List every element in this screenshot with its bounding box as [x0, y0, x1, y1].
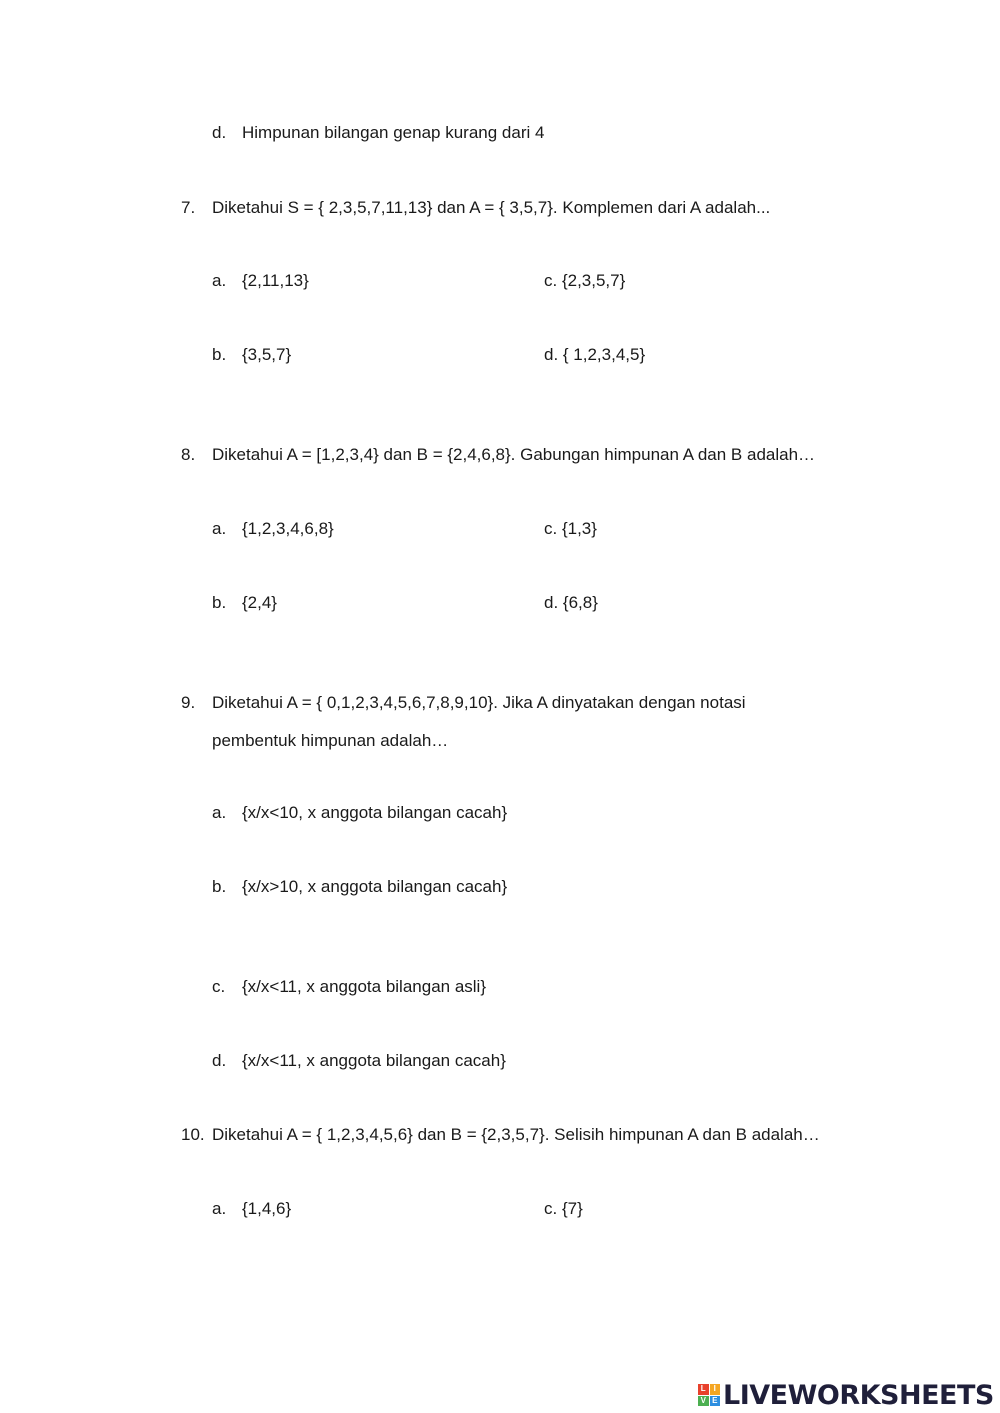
q6-option-d-letter: d. — [212, 123, 227, 142]
logo-icon-square: I — [710, 1384, 721, 1395]
q7-option-a-text[interactable]: {2,11,13} — [242, 271, 309, 290]
q9-option-d-letter[interactable]: d. — [212, 1051, 227, 1070]
q8-option-b-letter[interactable]: b. — [212, 593, 227, 612]
q9-question-text-line1: Diketahui A = { 0,1,2,3,4,5,6,7,8,9,10}. Jika A dinyatakan dengan notasi — [212, 693, 746, 712]
q9-question-text-line2: pembentuk himpunan adalah… — [212, 731, 449, 750]
q8-option-a-text[interactable]: {1,2,3,4,6,8} — [242, 519, 334, 538]
logo-icon-square: V — [698, 1396, 709, 1407]
q8-option-d[interactable]: d. {6,8} — [544, 593, 598, 612]
q9-option-a-letter[interactable]: a. — [212, 803, 227, 822]
q7-option-b-letter[interactable]: b. — [212, 345, 227, 364]
q9-option-c-letter[interactable]: c. — [212, 977, 226, 996]
q9-option-d-text[interactable]: {x/x<11, x anggota bilangan cacah} — [242, 1051, 506, 1070]
q7-option-c[interactable]: c. {2,3,5,7} — [544, 271, 626, 290]
q10-number: 10. — [181, 1125, 205, 1144]
q8-number: 8. — [181, 445, 196, 464]
q7-question-text: Diketahui S = { 2,3,5,7,11,13} dan A = { 3,5,7}. Komplemen dari A adalah... — [212, 198, 771, 217]
q7-option-b-text[interactable]: {3,5,7} — [242, 345, 292, 364]
q8-option-a-letter[interactable]: a. — [212, 519, 227, 538]
q7-option-d[interactable]: d. { 1,2,3,4,5} — [544, 345, 646, 364]
q7-number: 7. — [181, 198, 196, 217]
q10-option-c[interactable]: c. {7} — [544, 1199, 583, 1218]
logo-icon-square: L — [698, 1384, 709, 1395]
q8-option-c[interactable]: c. {1,3} — [544, 519, 597, 538]
q9-option-b-text[interactable]: {x/x>10, x anggota bilangan cacah} — [242, 877, 508, 896]
q9-option-b-letter[interactable]: b. — [212, 877, 227, 896]
q10-option-a-text[interactable]: {1,4,6} — [242, 1199, 292, 1218]
q10-question-text: Diketahui A = { 1,2,3,4,5,6} dan B = {2,3,5,7}. Selisih himpunan A dan B adalah… — [212, 1125, 820, 1144]
q7-option-a-letter[interactable]: a. — [212, 271, 227, 290]
q9-number: 9. — [181, 693, 196, 712]
q8-question-text: Diketahui A = [1,2,3,4} dan B = {2,4,6,8}. Gabungan himpunan A dan B adalah… — [212, 445, 816, 464]
q10-option-a-letter[interactable]: a. — [212, 1199, 227, 1218]
liveworksheets-logo-text: LIVEWORKSHEETS — [723, 1379, 994, 1411]
q6-option-d-text: Himpunan bilangan genap kurang dari 4 — [242, 123, 545, 142]
q9-option-a-text[interactable]: {x/x<10, x anggota bilangan cacah} — [242, 803, 508, 822]
q9-option-c-text[interactable]: {x/x<11, x anggota bilangan asli} — [242, 977, 487, 996]
q8-option-b-text[interactable]: {2,4} — [242, 593, 277, 612]
liveworksheets-logo-icon — [698, 1384, 720, 1406]
logo-icon-square: E — [710, 1396, 721, 1407]
liveworksheets-logo — [698, 1378, 994, 1412]
